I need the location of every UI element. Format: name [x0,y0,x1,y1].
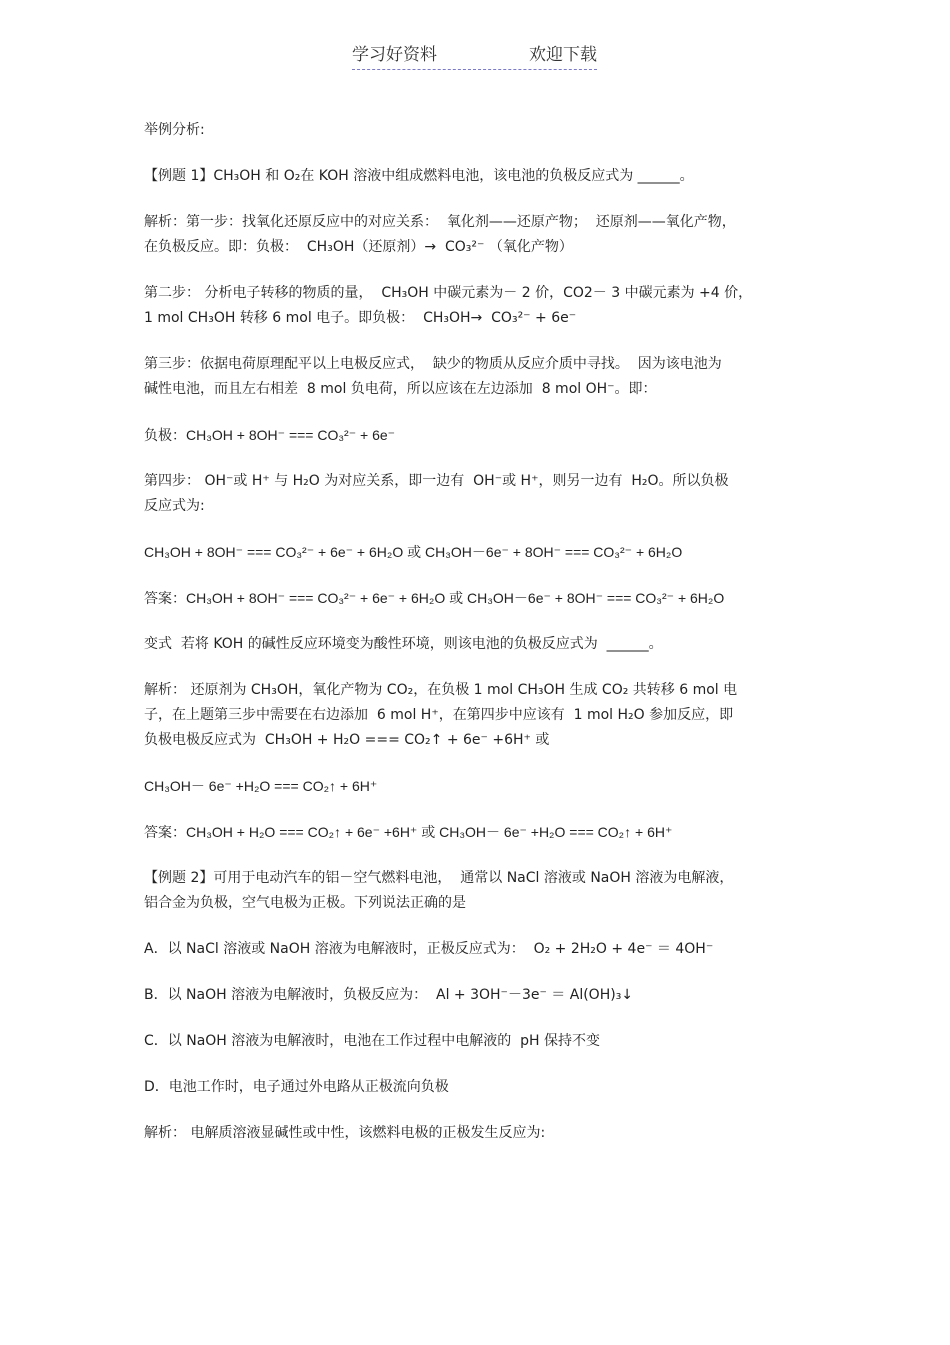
example-2-analysis: 解析： 电解质溶液显碱性或中性，该燃料电极的正极发生反应为: [144,1125,546,1141]
variant-equation: CH₃OH－ 6e⁻ +H₂O === CO₂↑ + 6H⁺ [144,778,378,794]
header-left-text: 学习好资料 [352,45,437,65]
header-right-text: 欢迎下载 [529,45,597,65]
analysis-step-4: 第四步： OH⁻或 H⁺ 与 H₂O 为对应关系，即一边有 OH⁻或 H⁺，则另一边有 H₂O。所以负极 反应式为: [144,473,729,514]
option-d: D．电池工作时，电子通过外电路从正极流向负极 [144,1079,449,1095]
example-1-question: 【例题 1】CH₃OH 和 O₂在 KOH 溶液中组成燃料电池，该电池的负极反应式为 ______。 [144,168,694,184]
page-header [352,40,597,70]
option-c: C．以 NaOH 溶液为电解液时，电池在工作过程中电解液的 pH 保持不变 [144,1033,601,1049]
analysis-step-2: 第二步： 分析电子转移的物质的量， CH₃OH 中碳元素为－ 2 价，CO2－ 3 中碳元素为 +4 价， 1 mol CH₃OH 转移 6 mol 电子。即负极： CH₃OH→ CO₃²⁻ + 6e⁻ [144,285,753,326]
full-equation: CH₃OH + 8OH⁻ === CO₃²⁻ + 6e⁻ + 6H₂O 或 CH₃OH－6e⁻ + 8OH⁻ === CO₃²⁻ + 6H₂O [144,544,683,560]
variant-question: 变式 若将 KOH 的碱性反应环境变为酸性环境，则该电池的负极反应式为 ______。 [144,636,663,652]
negative-electrode-equation: 负极：CH₃OH + 8OH⁻ === CO₃²⁻ + 6e⁻ [144,427,396,443]
option-a: A．以 NaCl 溶液或 NaOH 溶液为电解液时，正极反应式为： O₂ + 2H₂O + 4e⁻ ＝ 4OH⁻ [144,941,714,957]
option-b: B．以 NaOH 溶液为电解液时，负极反应为： Al + 3OH⁻－3e⁻ ＝ Al(OH)₃↓ [144,987,634,1003]
section-intro: 举例分析: [144,122,205,138]
variant-analysis: 解析： 还原剂为 CH₃OH，氧化产物为 CO₂，在负极 1 mol CH₃OH 生成 CO₂ 共转移 6 mol 电 子，在上题第三步中需要在右边添加 6 mol H⁺，在第四步中应该有 1 mol H₂O 参加反应，即 负极电极反应式为 CH₃OH + H₂O === CO₂↑ + 6e⁻ +6H⁺ 或 [144,682,738,748]
analysis-step-3: 第三步：依据电荷原理配平以上电极反应式， 缺少的物质从反应介质中寻找。 因为该电池为 碱性电池，而且左右相差 8 mol 负电荷，所以应该在左边添加 8 mol OH⁻。即： [144,356,722,397]
answer-1: 答案：CH₃OH + 8OH⁻ === CO₃²⁻ + 6e⁻ + 6H₂O 或 CH₃OH－6e⁻ + 8OH⁻ === CO₃²⁻ + 6H₂O [144,590,725,606]
answer-variant: 答案：CH₃OH + H₂O === CO₂↑ + 6e⁻ +6H⁺ 或 CH₃OH－ 6e⁻ +H₂O === CO₂↑ + 6H⁺ [144,824,673,840]
document-body [144,118,810,1167]
analysis-step-1: 解析：第一步：找氧化还原反应中的对应关系： 氧化剂——还原产物； 还原剂——氧化产物， 在负极反应。即：负极： CH₃OH（还原剂）→ CO₃²⁻ （氧化产物） [144,214,736,255]
example-2-question: 【例题 2】可用于电动汽车的铝－空气燃料电池， 通常以 NaCl 溶液或 NaOH 溶液为电解液， 铝合金为负极，空气电极为正极。下列说法正确的是 [144,870,734,911]
